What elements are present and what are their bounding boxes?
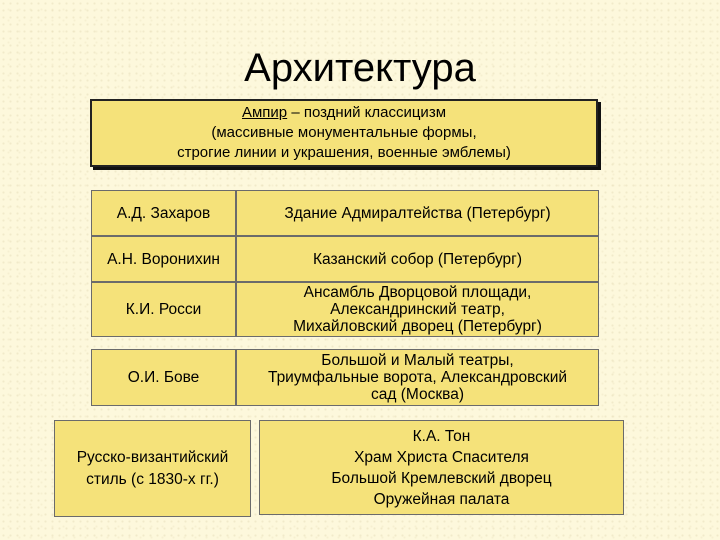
works-line: Триумфальные ворота, Александровский (267, 369, 568, 386)
works-line: Михайловский дворец (Петербург) (293, 318, 542, 335)
slide-title: Архитектура (244, 46, 476, 90)
ton-work: Храм Христа Спасителя (354, 448, 529, 466)
ton-work: Оружейная палата (373, 490, 510, 508)
architect-cell: К.И. Росси (91, 282, 236, 337)
architect-cell: А.Н. Воронихин (91, 236, 236, 282)
empire-term: Ампир (241, 104, 288, 121)
architect-cell: А.Д. Захаров (91, 190, 236, 236)
empire-line-3: строгие линии и украшения, военные эмблемы) (177, 144, 511, 161)
empire-line-2: (массивные монументальные формы, (211, 124, 477, 141)
works-line: сад (Москва) (371, 386, 464, 403)
russo-byzantine-style-box (54, 420, 251, 517)
table-row (91, 282, 599, 337)
works-line: Здание Адмиралтейства (Петербург) (284, 204, 551, 222)
style-line-1: Русско-византийский (76, 448, 229, 466)
ton-works-box (259, 420, 624, 515)
empire-line-1 (242, 103, 446, 123)
empire-definition-box (90, 99, 598, 167)
table-row (91, 190, 599, 236)
works-line: Ансамбль Дворцовой площади, (303, 284, 532, 301)
style-line-2: стиль (с 1830-х гг.) (86, 470, 219, 488)
works-cell (236, 282, 599, 337)
works-cell (236, 236, 599, 282)
table-row (91, 349, 599, 406)
empire-definition: – поздний классицизм (287, 104, 447, 121)
works-cell (236, 349, 599, 406)
table-row (91, 236, 599, 282)
works-line: Большой и Малый театры, (321, 352, 514, 369)
works-line: Казанский собор (Петербург) (312, 250, 522, 268)
ton-work: Большой Кремлевский дворец (331, 469, 552, 487)
works-line: Александринский театр, (330, 301, 505, 318)
works-cell (236, 190, 599, 236)
architect-cell: О.И. Бове (91, 349, 236, 406)
ton-name: К.А. Тон (412, 427, 471, 445)
